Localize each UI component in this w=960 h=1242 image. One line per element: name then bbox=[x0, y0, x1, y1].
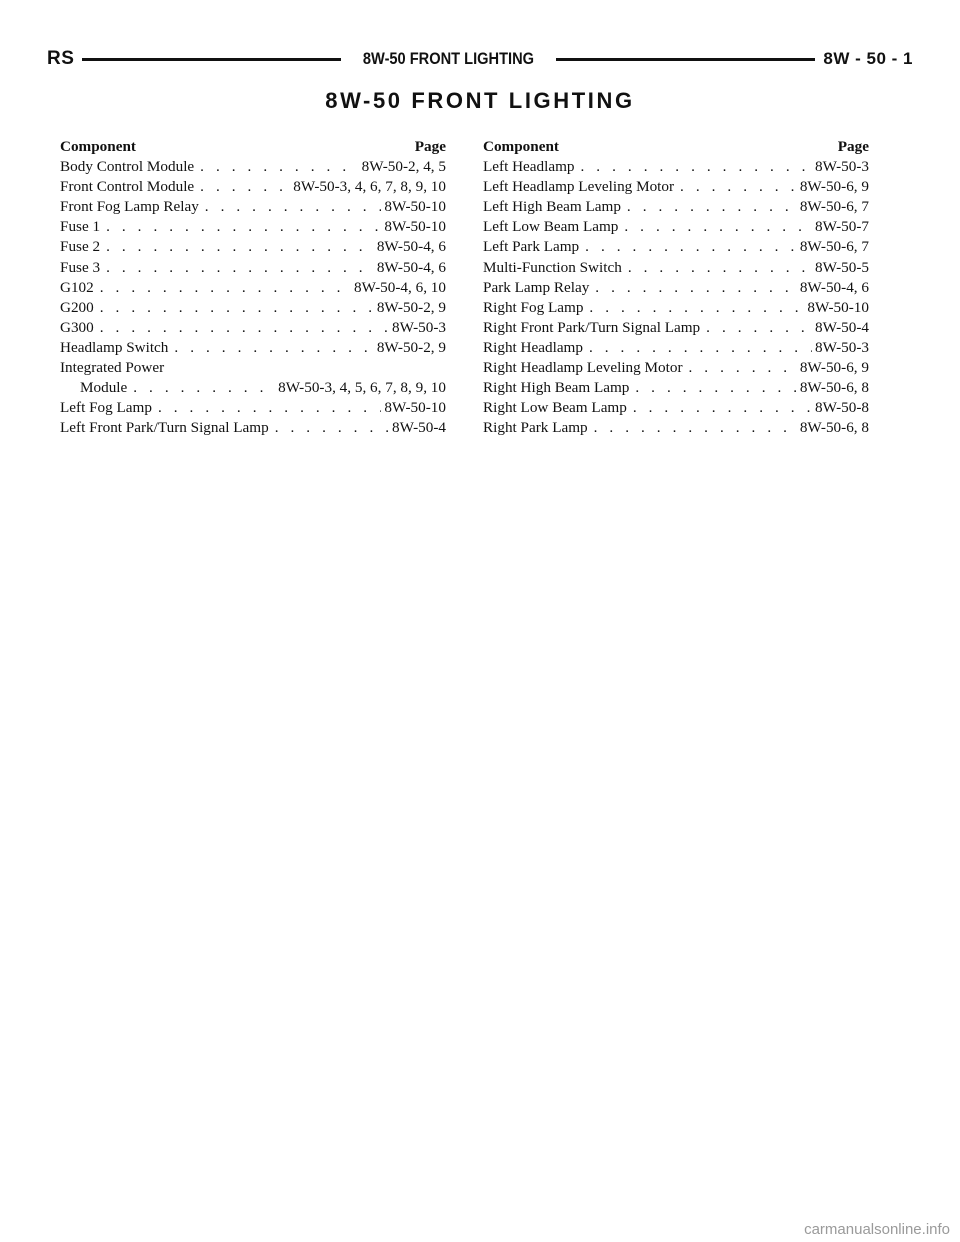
entry-page: 8W-50-4, 6 bbox=[376, 258, 446, 276]
entry-name: Left Fog Lamp bbox=[60, 399, 152, 417]
index-column-right bbox=[483, 137, 869, 438]
entry-name: Fuse 2 bbox=[60, 238, 101, 256]
entry-name: Right Headlamp bbox=[483, 338, 583, 356]
entry-page: 8W-50-4 bbox=[815, 318, 869, 336]
index-entry bbox=[60, 418, 446, 438]
entry-page: 8W-50-6, 8 bbox=[799, 379, 869, 397]
leader-dots bbox=[595, 278, 797, 298]
leader-dots bbox=[205, 197, 382, 217]
entry-page: 8W-50-2, 9 bbox=[376, 298, 446, 316]
index-entry bbox=[483, 258, 869, 278]
entry-name: Right Low Beam Lamp bbox=[483, 399, 627, 417]
leader-dots bbox=[628, 258, 812, 278]
entry-page: 8W-50-3 bbox=[392, 318, 446, 336]
entry-name: G102 bbox=[60, 278, 94, 296]
leader-dots bbox=[680, 177, 797, 197]
entry-name: Left Low Beam Lamp bbox=[483, 218, 619, 236]
entry-page: 8W-50-2, 9 bbox=[376, 338, 446, 356]
index-entry bbox=[60, 398, 446, 418]
entry-name: Park Lamp Relay bbox=[483, 278, 590, 296]
entry-name: Right Fog Lamp bbox=[483, 298, 584, 316]
entry-name: Module bbox=[80, 379, 128, 397]
leader-dots bbox=[275, 418, 389, 438]
index-entry bbox=[60, 217, 446, 237]
index-entry bbox=[60, 278, 446, 298]
header-section-title: 8W-50 FRONT LIGHTING bbox=[363, 49, 535, 68]
index-entry bbox=[60, 258, 446, 278]
leader-dots bbox=[100, 298, 374, 318]
entry-page: 8W-50-10 bbox=[384, 198, 446, 216]
index-entry bbox=[483, 318, 869, 338]
entry-page: 8W-50-7 bbox=[815, 218, 869, 236]
entry-name: Right Headlamp Leveling Motor bbox=[483, 359, 683, 377]
index-entry bbox=[60, 157, 446, 177]
leader-dots bbox=[158, 398, 381, 418]
entry-page: 8W-50-2, 4, 5 bbox=[361, 158, 446, 176]
entry-page: 8W-50-6, 8 bbox=[799, 419, 869, 437]
entry-page: 8W-50-10 bbox=[384, 399, 446, 417]
header-rule-left bbox=[82, 58, 341, 61]
entry-page: 8W-50-5 bbox=[815, 258, 869, 276]
entry-page: 8W-50-10 bbox=[384, 218, 446, 236]
leader-dots bbox=[106, 217, 381, 237]
index-entry-continued bbox=[60, 378, 446, 398]
leader-dots bbox=[689, 358, 797, 378]
heading-page: Page bbox=[414, 138, 446, 155]
leader-dots bbox=[174, 338, 373, 358]
leader-dots bbox=[589, 338, 812, 358]
entry-name: Left Headlamp bbox=[483, 158, 575, 176]
index-entry bbox=[60, 197, 446, 217]
entry-name: Left Headlamp Leveling Motor bbox=[483, 178, 675, 196]
entry-page: 8W-50-4, 6 bbox=[799, 278, 869, 296]
watermark-footer: carmanualsonline.info bbox=[804, 1221, 950, 1238]
leader-dots bbox=[100, 278, 351, 298]
leader-dots bbox=[106, 258, 374, 278]
leader-dots bbox=[627, 197, 797, 217]
index-entry bbox=[60, 338, 446, 358]
entry-name: Integrated Power bbox=[60, 359, 165, 377]
entry-name: Left High Beam Lamp bbox=[483, 198, 621, 216]
leader-dots bbox=[585, 237, 797, 257]
entry-page: 8W-50-8 bbox=[815, 399, 869, 417]
entry-name: Right High Beam Lamp bbox=[483, 379, 630, 397]
entry-name: Front Control Module bbox=[60, 178, 195, 196]
entry-page: 8W-50-10 bbox=[807, 298, 869, 316]
entry-page: 8W-50-6, 7 bbox=[799, 198, 869, 216]
entry-page: 8W-50-3, 4, 6, 7, 8, 9, 10 bbox=[293, 178, 446, 196]
page-title: 8W-50 FRONT LIGHTING bbox=[325, 88, 635, 113]
column-heading bbox=[60, 137, 446, 157]
leader-dots bbox=[589, 298, 804, 318]
header-section-code: RS bbox=[47, 48, 75, 69]
leader-dots bbox=[594, 418, 797, 438]
leader-dots bbox=[200, 157, 358, 177]
entry-page: 8W-50-4, 6, 10 bbox=[354, 278, 446, 296]
header-page-number: 8W - 50 - 1 bbox=[823, 49, 913, 68]
leader-dots bbox=[633, 398, 812, 418]
entry-page: 8W-50-4, 6 bbox=[376, 238, 446, 256]
entry-page: 8W-50-6, 9 bbox=[799, 178, 869, 196]
entry-name: Right Front Park/Turn Signal Lamp bbox=[483, 318, 701, 336]
index-entry bbox=[60, 177, 446, 197]
index-column-left bbox=[60, 137, 446, 438]
entry-name: Body Control Module bbox=[60, 158, 195, 176]
entry-name: Fuse 3 bbox=[60, 258, 101, 276]
leader-dots bbox=[635, 378, 796, 398]
index-entry bbox=[483, 298, 869, 318]
entry-name: G300 bbox=[60, 318, 94, 336]
heading-component: Component bbox=[60, 138, 136, 155]
index-entry bbox=[60, 358, 446, 378]
index-entry bbox=[483, 338, 869, 358]
index-entry bbox=[483, 157, 869, 177]
entry-page: 8W-50-4 bbox=[392, 419, 446, 437]
entry-page: 8W-50-6, 7 bbox=[799, 238, 869, 256]
leader-dots bbox=[100, 318, 389, 338]
entry-name: Right Park Lamp bbox=[483, 419, 588, 437]
header-rule-right bbox=[556, 58, 815, 61]
entry-name: Left Park Lamp bbox=[483, 238, 580, 256]
entry-page: 8W-50-3 bbox=[815, 158, 869, 176]
index-entry bbox=[483, 197, 869, 217]
entry-page: 8W-50-6, 9 bbox=[799, 359, 869, 377]
index-entry bbox=[483, 398, 869, 418]
leader-dots bbox=[133, 378, 275, 398]
index-entry bbox=[483, 378, 869, 398]
heading-page: Page bbox=[837, 138, 869, 155]
leader-dots bbox=[581, 157, 812, 177]
index-entry bbox=[60, 318, 446, 338]
entry-name: Front Fog Lamp Relay bbox=[60, 198, 199, 216]
index-entry bbox=[483, 217, 869, 237]
entry-name: Headlamp Switch bbox=[60, 338, 169, 356]
index-entry bbox=[60, 298, 446, 318]
page-header bbox=[47, 44, 913, 74]
column-heading bbox=[483, 137, 869, 157]
index-entry bbox=[483, 358, 869, 378]
entry-name: Left Front Park/Turn Signal Lamp bbox=[60, 419, 269, 437]
index-entry bbox=[483, 418, 869, 438]
entry-name: G200 bbox=[60, 298, 94, 316]
entry-name: Multi-Function Switch bbox=[483, 258, 622, 276]
index-entry bbox=[483, 237, 869, 257]
index-entry bbox=[483, 177, 869, 197]
heading-component: Component bbox=[483, 138, 559, 155]
leader-dots bbox=[706, 318, 812, 338]
leader-dots bbox=[624, 217, 812, 237]
leader-dots bbox=[200, 177, 290, 197]
entry-page: 8W-50-3 bbox=[815, 338, 869, 356]
leader-dots bbox=[106, 237, 374, 257]
entry-page: 8W-50-3, 4, 5, 6, 7, 8, 9, 10 bbox=[278, 379, 446, 397]
index-entry bbox=[60, 237, 446, 257]
entry-name: Fuse 1 bbox=[60, 218, 101, 236]
index-entry bbox=[483, 278, 869, 298]
